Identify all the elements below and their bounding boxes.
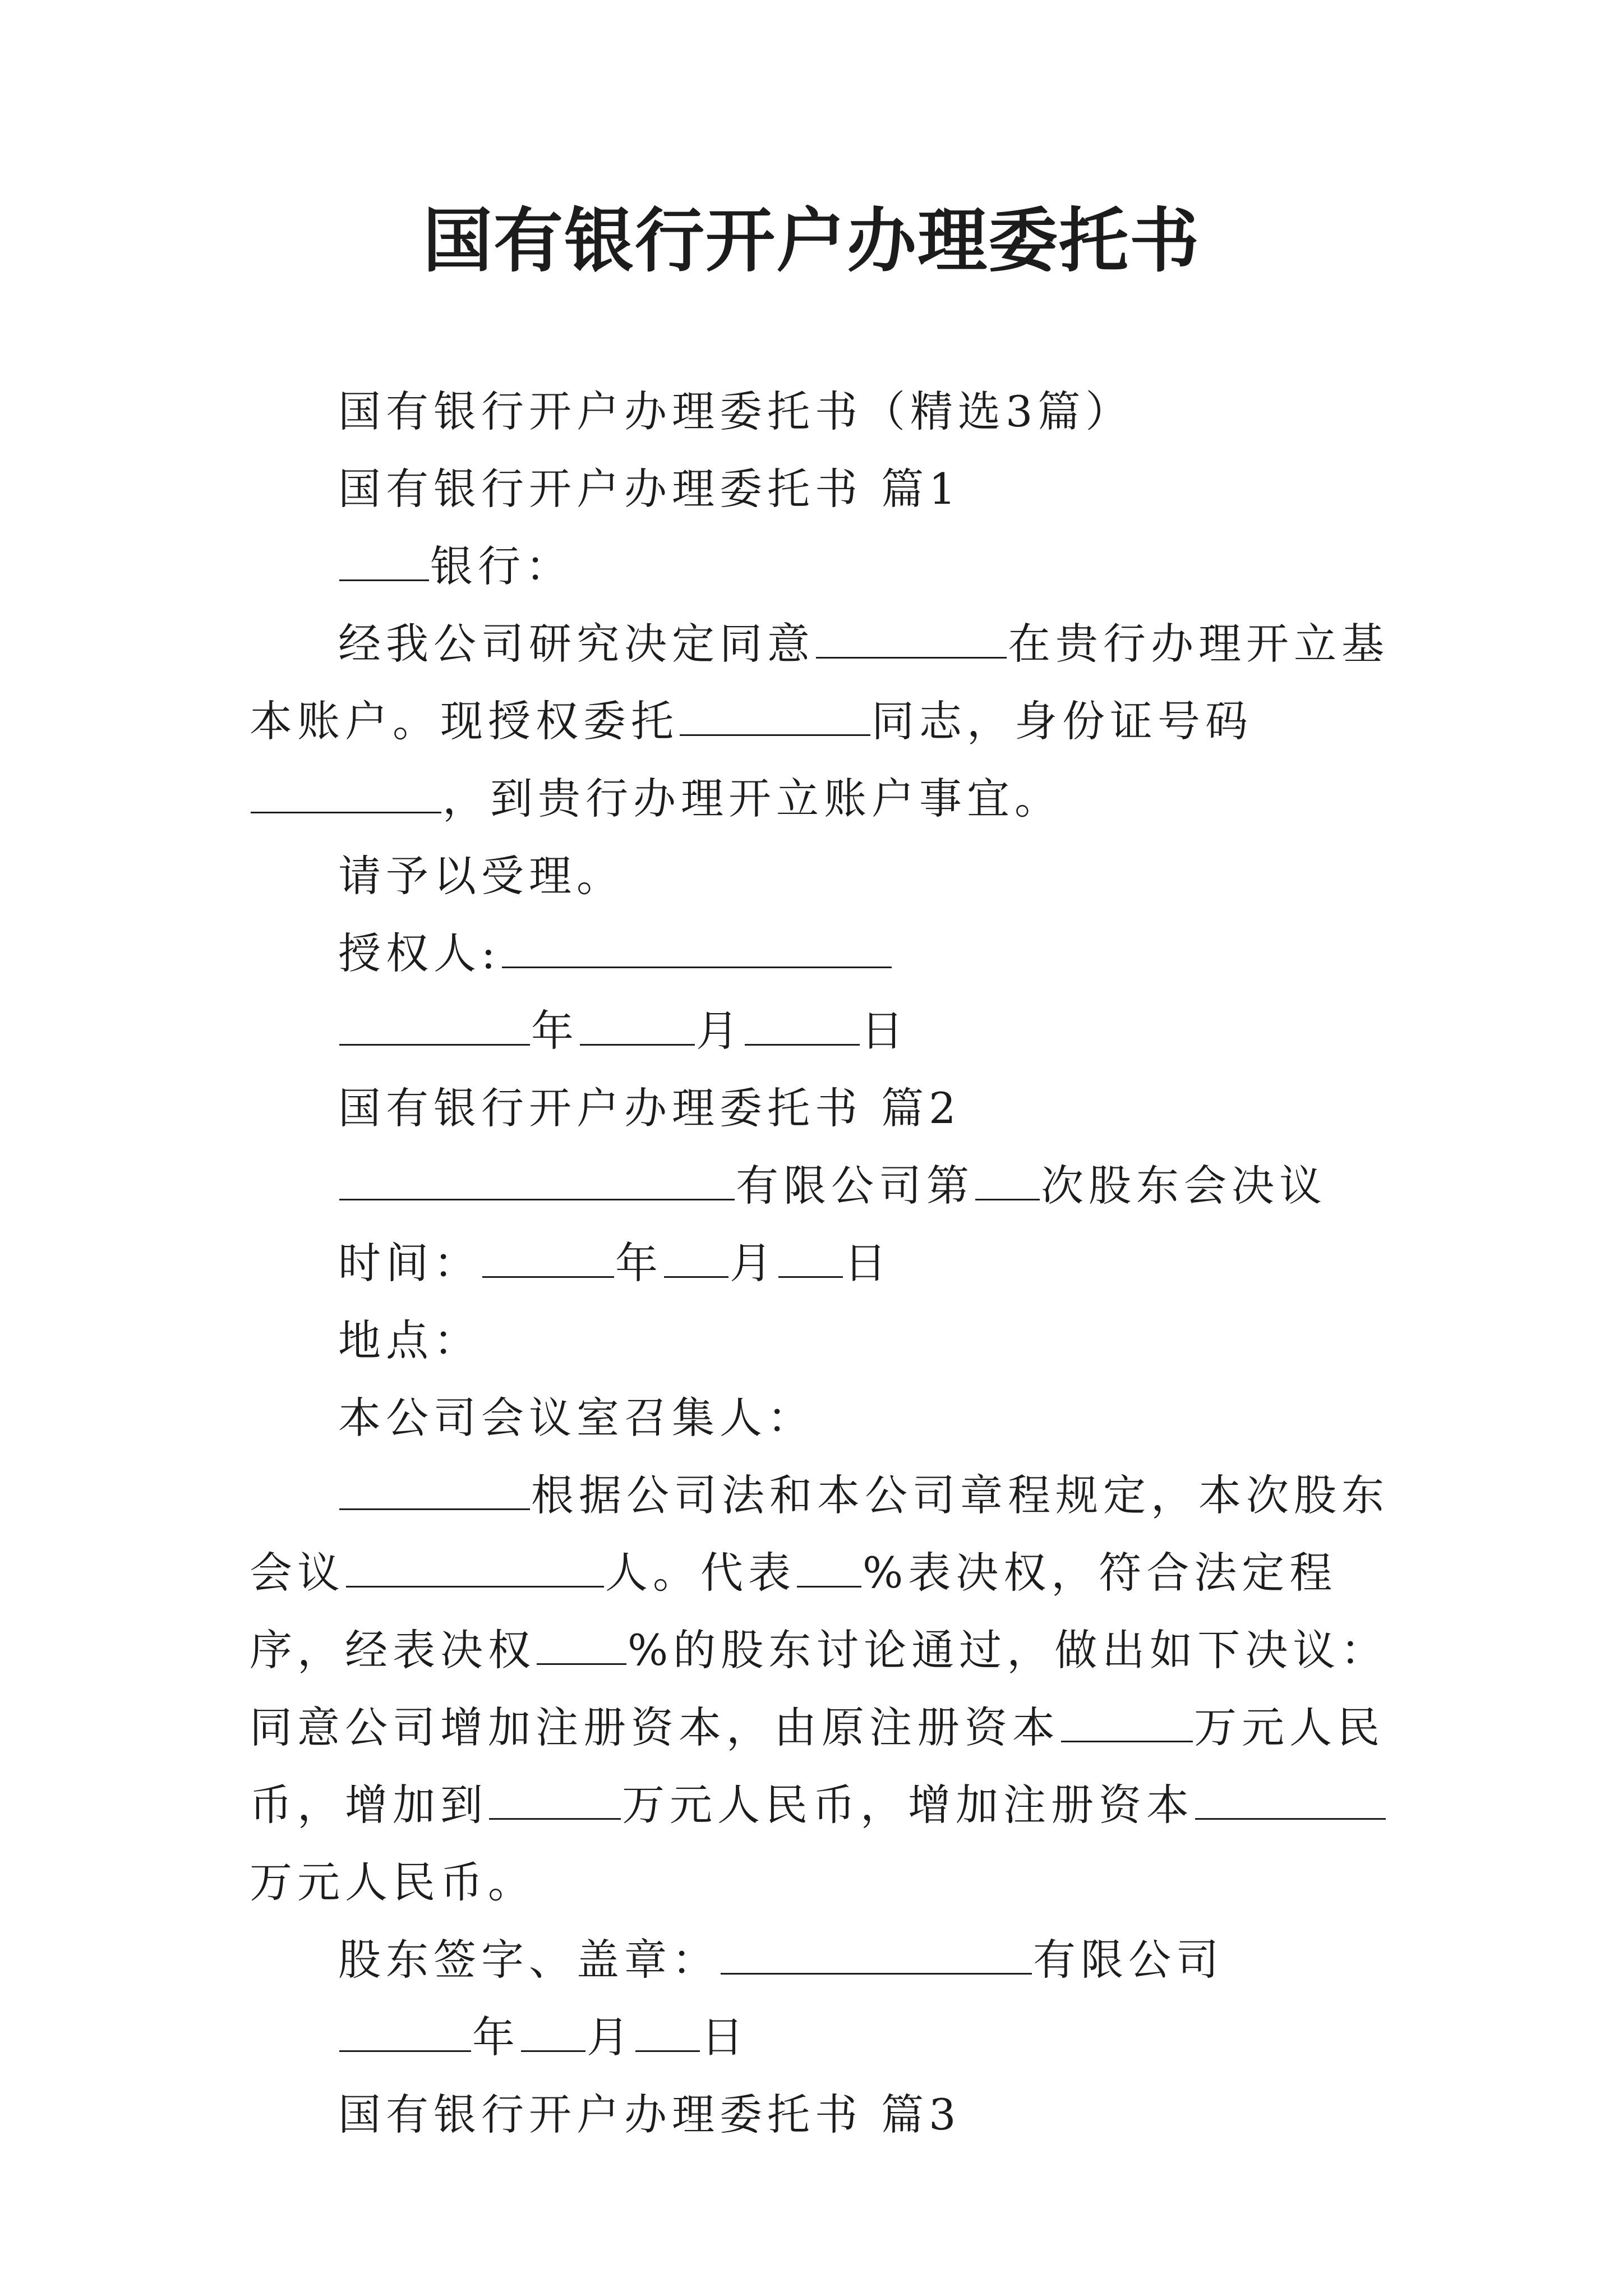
part2-time: 时间： 年 月 日 xyxy=(338,1238,892,1288)
original-capital-blank xyxy=(1061,1704,1193,1742)
part2-convener: 本公司会议室召集人： xyxy=(338,1393,815,1443)
part1-date: 年 月 日 xyxy=(250,992,1391,1070)
percent-blank xyxy=(797,1549,861,1588)
document-title: 国有银行开户办理委托书 xyxy=(422,200,1200,282)
company-blank xyxy=(339,1162,735,1200)
part1-request: 请予以受理。 xyxy=(338,851,624,901)
session-number-blank xyxy=(975,1162,1040,1200)
part2-date: 年 月 日 xyxy=(250,1999,1391,2076)
day-blank xyxy=(745,1007,860,1046)
agent-name-blank xyxy=(680,697,870,736)
percent-blank-2 xyxy=(537,1626,626,1665)
year-blank xyxy=(482,1239,614,1278)
subtitle: 国有银行开户办理委托书（精选3篇） xyxy=(338,386,1133,436)
convener-blank xyxy=(339,1471,530,1510)
part2-heading: 国有银行开户办理委托书 篇2 xyxy=(338,1083,961,1133)
company-name-blank xyxy=(816,620,1007,659)
attendees-blank xyxy=(346,1549,604,1588)
part1-authorizer: 授权人: xyxy=(250,915,1391,992)
month-blank xyxy=(580,1007,695,1046)
new-capital-blank xyxy=(489,1781,621,1820)
signature-blank xyxy=(721,1936,1032,1975)
year-blank xyxy=(339,2013,471,2052)
authorizer-blank xyxy=(502,930,892,968)
increase-capital-blank xyxy=(1195,1781,1386,1820)
year-blank xyxy=(339,1007,530,1046)
part2-signature: 股东签字、盖章： 有限公司 xyxy=(338,1935,1224,1985)
part2-body-paragraph: 根据公司法和本公司章程规定，本次股东会议 人。代表 %表决权，符合法定程序，经表决权 %的股东讨论通过，做出如下决议：同意公司增加注册资本，由原注册资本 万元人民币，增加到 万元人民币，增加注册资本万元人民币。 xyxy=(250,1470,1389,1907)
part2-resolution-title: 有限公司第 次股东会决议 xyxy=(250,1147,1391,1225)
bank-name-blank xyxy=(339,542,429,581)
document-body xyxy=(250,373,1391,2154)
id-number-blank xyxy=(251,775,441,813)
part1-body-paragraph: 经我公司研究决定同意 在贵行办理开立基本账户。现授权委托 同志，身份证号码，到贵行办理开立账户事宜。 xyxy=(250,619,1389,823)
day-blank xyxy=(635,2013,700,2052)
month-blank xyxy=(664,1239,728,1278)
part1-heading: 国有银行开户办理委托书 篇1 xyxy=(338,464,961,514)
part1-salutation: 银行： xyxy=(250,528,1391,605)
month-blank xyxy=(521,2013,585,2052)
part3-heading: 国有银行开户办理委托书 篇3 xyxy=(338,2090,961,2139)
part2-place: 地点： xyxy=(338,1315,481,1365)
day-blank xyxy=(778,1239,843,1278)
